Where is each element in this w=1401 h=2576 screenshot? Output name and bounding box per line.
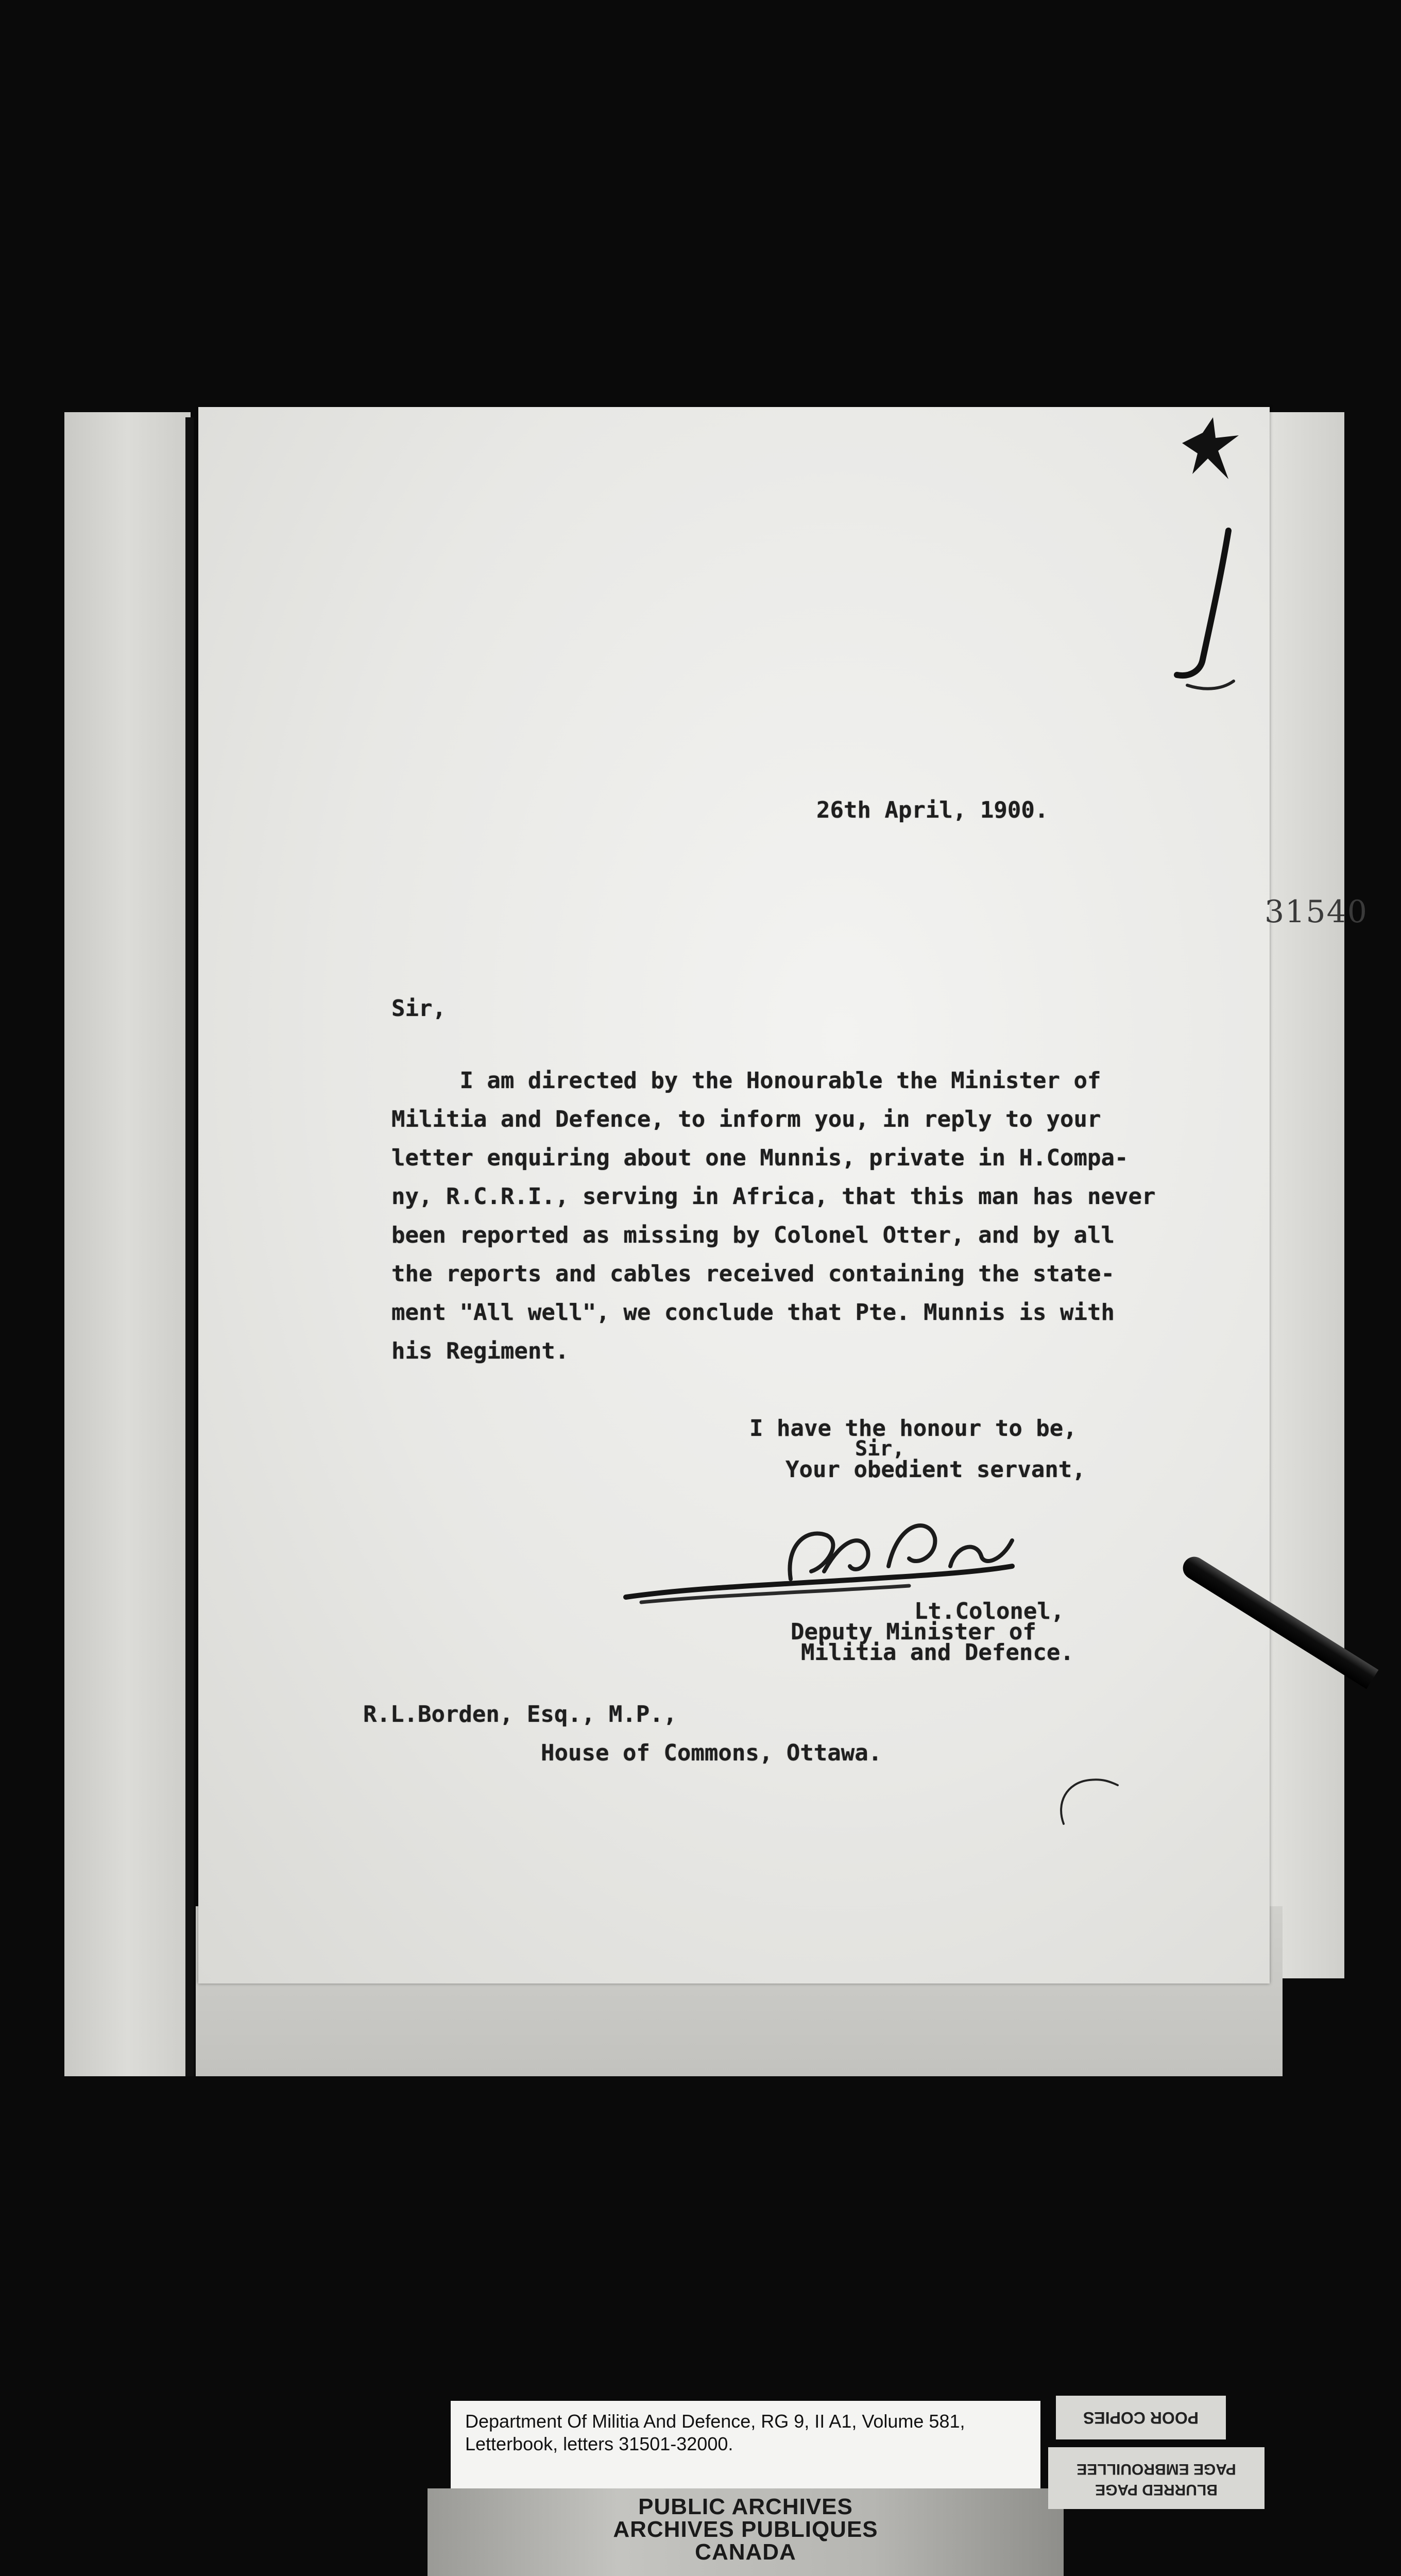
signature-department: Militia and Defence.: [801, 1639, 1074, 1666]
caption-line: Letterbook, letters 31501-32000.: [465, 2433, 733, 2454]
file-number: 31540: [1265, 894, 1368, 930]
letter-body-line: ment "All well", we conclude that Pte. Munnis is with: [391, 1299, 1115, 1326]
blurred-page-tag: [1048, 2447, 1265, 2509]
pencil-mark-icon: [1167, 520, 1249, 696]
closing-servant: Your obedient servant,: [785, 1456, 1086, 1483]
closing-sir: Sir,: [855, 1437, 905, 1461]
caption-line: Department Of Militia And Defence, RG 9, II A1, Volume 581,: [465, 2411, 965, 2432]
letter-body-line: I am directed by the Honourable the Minister of: [391, 1067, 1101, 1094]
closing-line: I have the honour to be,: [749, 1415, 1077, 1442]
archive-stamp: [428, 2488, 1064, 2576]
letter-salutation: Sir,: [391, 995, 446, 1022]
letter-body-line: ny, R.C.R.I., serving in Africa, that this man has never: [391, 1183, 1156, 1210]
pencil-mark-icon: [1053, 1772, 1125, 1829]
letter-body-line: his Regiment.: [391, 1338, 569, 1364]
tag-text: POOR COPIES: [1083, 2409, 1199, 2427]
signature-title: Deputy Minister of: [791, 1619, 1036, 1645]
letter-page: [198, 407, 1368, 1984]
stamp-line: ARCHIVES PUBLIQUES: [613, 2517, 878, 2542]
letter-body-line: Militia and Defence, to inform you, in reply to your: [391, 1106, 1101, 1132]
stamp-line: PUBLIC ARCHIVES: [638, 2494, 853, 2519]
backing-sheet-left: [64, 412, 191, 2076]
recipient-address: House of Commons, Ottawa.: [541, 1740, 882, 1766]
tag-text: BLURRED PAGE: [1095, 2481, 1218, 2498]
letter-body-line: the reports and cables received containing the state-: [391, 1261, 1115, 1287]
letter-date: 26th April, 1900.: [816, 797, 1049, 823]
recipient-name: R.L.Borden, Esq., M.P.,: [363, 1701, 677, 1727]
poor-copies-tag: [1056, 2396, 1226, 2439]
microfilm-caption: [451, 2401, 1040, 2488]
ink-blot-icon: [1167, 412, 1244, 489]
letter-body-line: letter enquiring about one Munnis, private in H.Compa-: [391, 1145, 1129, 1171]
stamp-line: CANADA: [695, 2539, 796, 2565]
signature-rank: Lt.Colonel,: [914, 1598, 1065, 1624]
binding-shadow: [185, 417, 194, 2076]
letter-body-line: been reported as missing by Colonel Otter, and by all: [391, 1222, 1115, 1248]
tag-text: PAGE EMBROUILLEE: [1077, 2461, 1236, 2478]
